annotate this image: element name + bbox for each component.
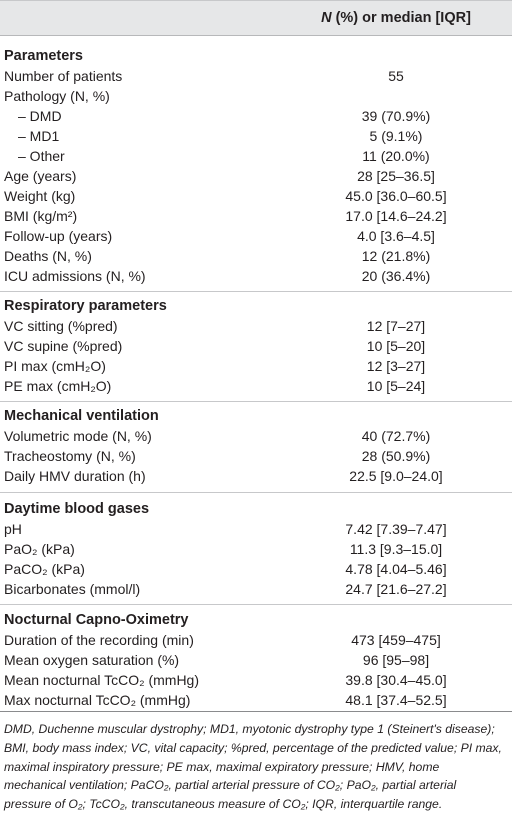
section-capno-oximetry: [0, 610, 512, 710]
table-row: [0, 539, 512, 559]
row-value: 96 [95–98]: [362, 652, 430, 668]
table-row: [0, 266, 512, 286]
row-label: – Other: [18, 148, 65, 164]
table-row: [0, 226, 512, 246]
table-row: [0, 466, 512, 486]
table-bottom-rule: [0, 711, 512, 712]
row-label: PI max (cmH₂O): [4, 358, 106, 374]
table-header: [0, 0, 512, 36]
table-row: [0, 186, 512, 206]
table-row: [0, 356, 512, 376]
row-value: 12 [3–27]: [366, 358, 426, 374]
section-title: Daytime blood gases: [4, 501, 150, 517]
row-label: VC supine (%pred): [4, 338, 123, 354]
row-label: Tracheostomy (N, %): [4, 448, 136, 464]
row-value: 28 [25–36.5]: [357, 168, 435, 184]
section-divider: [0, 401, 512, 402]
table-row: [0, 166, 512, 186]
row-label: Number of patients: [4, 68, 123, 84]
column-header: [280, 10, 512, 26]
row-label: Age (years): [4, 168, 77, 184]
section-title: Mechanical ventilation: [4, 408, 159, 424]
table-row: [0, 106, 512, 126]
table-row: [0, 426, 512, 446]
row-value: 20 (36.4%): [361, 268, 431, 284]
row-value: 17.0 [14.6–24.2]: [345, 208, 447, 224]
table-row: [0, 146, 512, 166]
table-row: [0, 336, 512, 356]
section-blood-gases: [0, 499, 512, 599]
row-value: 48.1 [37.4–52.5]: [345, 692, 447, 708]
section-title: Respiratory parameters: [4, 298, 167, 314]
row-label: Follow-up (years): [4, 228, 113, 244]
row-value: 473 [459–475]: [351, 632, 441, 648]
row-label: Duration of the recording (min): [4, 632, 194, 648]
row-value: 28 (50.9%): [361, 448, 431, 464]
table-row: [0, 559, 512, 579]
section-divider: [0, 604, 512, 605]
column-header-rest: (%) or median [IQR]: [331, 10, 471, 26]
row-label: Pathology (N, %): [4, 88, 110, 104]
row-label: Deaths (N, %): [4, 248, 92, 264]
row-label: PE max (cmH₂O): [4, 378, 112, 394]
table-footnote: DMD, Duchenne muscular dystrophy; MD1, myotonic dystrophy type 1 (Steinert's disease); BMI, body mass index; VC, vital capacity; %pred, percentage of the predicted value; PI max, maximal inspiratory pressure; PE max, maximal expiratory pressure; HMV, home mechanical ventilation; PaCO₂, partial arterial pressure of CO₂; PaO₂, partial arterial pressure of O₂; TcCO₂, transcutaneous measure of CO₂; IQR, interquartile range.: [4, 722, 502, 812]
section-respiratory: [0, 296, 512, 396]
section-divider: [0, 291, 512, 292]
row-value: 4.0 [3.6–4.5]: [357, 228, 435, 244]
row-label: Daily HMV duration (h): [4, 468, 146, 484]
row-label: Mean nocturnal TcCO₂ (mmHg): [4, 672, 200, 688]
row-value: 39 (70.9%): [361, 108, 431, 124]
row-value: 55: [388, 68, 404, 84]
row-value: 11.3 [9.3–15.0]: [349, 541, 443, 557]
table-row: [0, 206, 512, 226]
table-row: [0, 670, 512, 690]
row-label: Max nocturnal TcCO₂ (mmHg): [4, 692, 191, 708]
table-row: [0, 446, 512, 466]
row-label: BMI (kg/m²): [4, 208, 78, 224]
row-label: Bicarbonates (mmol/l): [4, 581, 141, 597]
row-label: VC sitting (%pred): [4, 318, 118, 334]
table-row: [0, 66, 512, 86]
table-row: [0, 126, 512, 146]
row-label: Weight (kg): [4, 188, 76, 204]
row-label: Mean oxygen saturation (%): [4, 652, 180, 668]
row-value: 40 (72.7%): [361, 428, 431, 444]
table-row: [0, 690, 512, 710]
row-value: 45.0 [36.0–60.5]: [345, 188, 447, 204]
table-row: [0, 630, 512, 650]
row-value: 10 [5–20]: [366, 338, 426, 354]
row-label: Volumetric mode (N, %): [4, 428, 152, 444]
table-row: [0, 246, 512, 266]
row-label: pH: [4, 521, 22, 537]
section-ventilation: [0, 406, 512, 486]
row-value: 24.7 [21.6–27.2]: [345, 581, 447, 597]
row-value: 12 (21.8%): [361, 248, 431, 264]
row-value: 22.5 [9.0–24.0]: [349, 468, 443, 484]
table-row: [0, 316, 512, 336]
section-parameters: [0, 46, 512, 286]
section-title: Nocturnal Capno-Oximetry: [4, 612, 189, 628]
row-label: – MD1: [18, 128, 60, 144]
row-value: 11 (20.0%): [362, 148, 430, 164]
row-label: PaO₂ (kPa): [4, 541, 75, 557]
table-row: [0, 376, 512, 396]
row-value: 39.8 [30.4–45.0]: [345, 672, 447, 688]
row-label: PaCO₂ (kPa): [4, 561, 85, 577]
row-value: 10 [5–24]: [366, 378, 426, 394]
row-value: 5 (9.1%): [369, 128, 423, 144]
table-row: [0, 86, 512, 106]
row-value: 12 [7–27]: [366, 318, 426, 334]
row-label: – DMD: [18, 108, 62, 124]
section-divider: [0, 492, 512, 493]
row-value: 4.78 [4.04–5.46]: [345, 561, 447, 577]
table-row: [0, 579, 512, 599]
row-label: ICU admissions (N, %): [4, 268, 146, 284]
row-value: 7.42 [7.39–7.47]: [345, 521, 447, 537]
table-row: [0, 650, 512, 670]
section-title: Parameters: [4, 48, 83, 64]
column-header-n: N: [321, 10, 332, 26]
table-row: [0, 519, 512, 539]
